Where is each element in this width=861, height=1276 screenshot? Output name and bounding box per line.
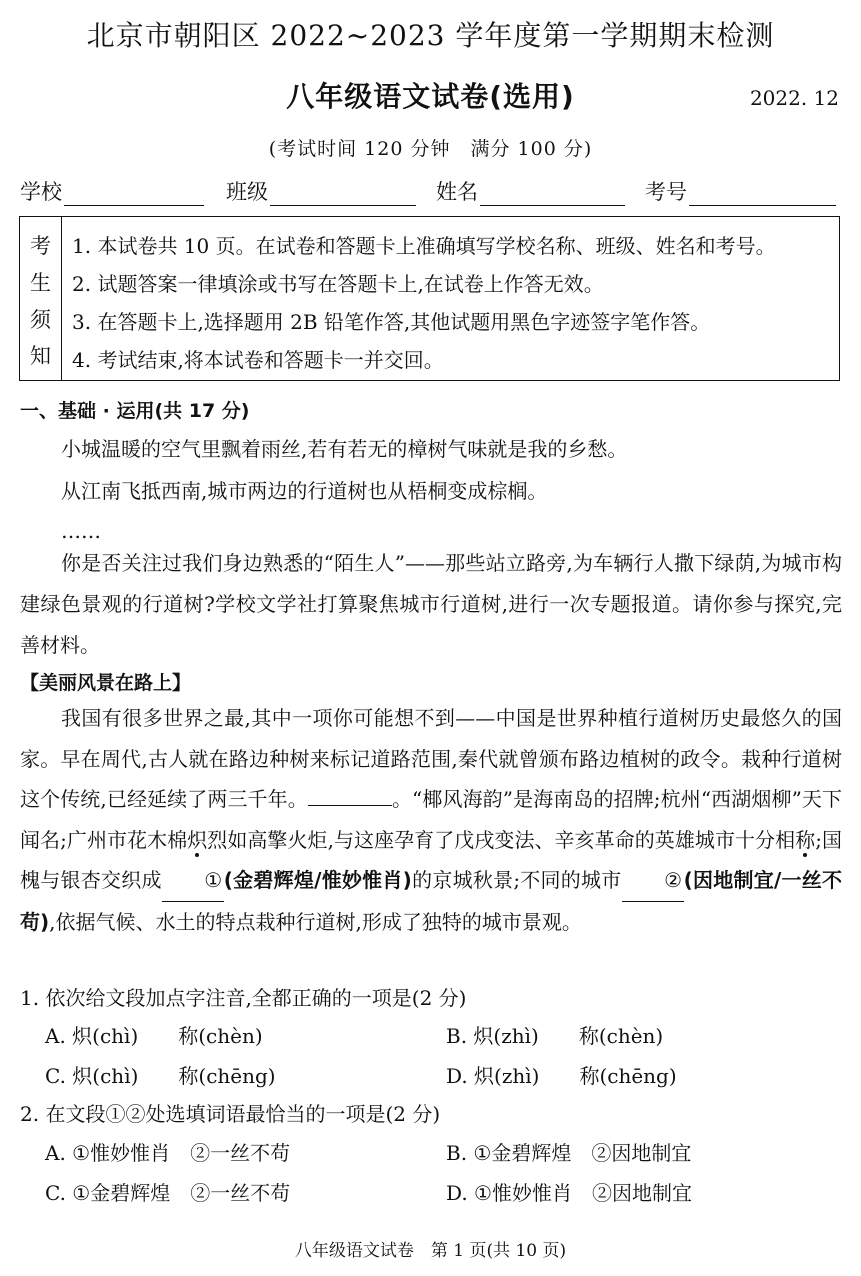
word-choice-1: (金碧辉煌/惟妙惟肖) <box>223 868 412 892</box>
notice-side-char: 生 <box>30 270 51 295</box>
class-field[interactable] <box>226 176 416 206</box>
q1-option-b[interactable]: B. 炽(zhì) 称(chèn) <box>446 1024 664 1048</box>
q1-option-a[interactable]: A. 炽(chì) 称(chèn) <box>45 1024 263 1048</box>
class-blank[interactable] <box>270 181 416 206</box>
dotted-char-cheng: 称 <box>795 827 816 852</box>
exam-info: (考试时间 120 分钟 满分 100 分) <box>268 138 593 160</box>
school-label: 学校 <box>20 180 62 204</box>
paper-subtitle: 八年级语文试卷(选用) <box>286 80 575 113</box>
exam-notice-box <box>19 216 840 381</box>
q2-option-a[interactable]: A. ①惟妙惟肖 ②一丝不苟 <box>45 1141 291 1165</box>
notice-side-char: 须 <box>30 307 51 332</box>
q1-option-d[interactable]: D. 炽(zhì) 称(chēng) <box>446 1064 677 1088</box>
number-blank[interactable] <box>689 181 836 206</box>
intro-line: 从江南飞抵西南,城市两边的行道树也从梧桐变成棕榈。 <box>61 479 548 503</box>
notice-side-char: 考 <box>30 234 51 258</box>
dotted-char-chi: 炽 <box>187 827 208 852</box>
student-info-fields <box>20 176 840 206</box>
number-field[interactable] <box>645 176 836 206</box>
blank-1[interactable]: ① <box>162 860 224 902</box>
passage-text: 的京城秋景;不同的城市 <box>411 868 622 892</box>
exam-title: 北京市朝阳区 2022~2023 学年度第一学期期末检测 <box>86 19 775 52</box>
question-2-stem: 2. 在文段①②处选填词语最恰当的一项是(2 分) <box>20 1102 441 1126</box>
word-choice-2: (因地制宜/一丝不苟) <box>20 868 842 934</box>
passage-blank-sentence[interactable] <box>308 805 392 806</box>
passage-text: 。“椰风海韵”是海南岛的招牌;杭州“西湖烟柳”天下闻名;广州市花木棉 <box>20 787 842 852</box>
subsection-heading: 【美丽风景在路上】 <box>20 672 192 694</box>
blank-2[interactable]: ② <box>622 860 684 902</box>
name-blank[interactable] <box>480 181 625 206</box>
notice-item: 3. 在答题卡上,选择题用 2B 铅笔作答,其他试题用黑色字迹签字笔作答。 <box>72 310 711 334</box>
passage-text: 我国有很多世界之最,其中一项你可能想不到——中国是世界种植行道树历史最悠久的国家。早在周代,古人就在路边种树来标记道路范围,秦代就曾颁布路边植树的政令。栽种行道树这个传统,已经延续了两三千年。 <box>20 706 842 811</box>
notice-item: 2. 试题答案一律填涂或书写在答题卡上,在试卷上作答无效。 <box>72 272 604 296</box>
passage <box>20 698 842 942</box>
notice-items <box>62 217 776 380</box>
number-label: 考号 <box>645 180 687 204</box>
name-field[interactable] <box>436 176 625 206</box>
school-field[interactable] <box>20 176 204 206</box>
notice-side-label <box>20 217 62 380</box>
intro-ellipsis: …… <box>61 519 101 543</box>
passage-text: 烈如高擎火炬,与这座孕育了戊戌变法、辛亥革命的英雄城市十分相 <box>207 827 796 852</box>
passage-text: ,依据气候、水土的特点栽种行道树,形成了独特的城市景观。 <box>49 909 582 934</box>
notice-item: 4. 考试结束,将本试卷和答题卡一并交回。 <box>72 348 444 372</box>
section-heading: 一、基础 · 运用(共 17 分) <box>20 400 250 422</box>
school-blank[interactable] <box>64 181 204 206</box>
q2-option-c[interactable]: C. ①金碧辉煌 ②一丝不苟 <box>45 1181 291 1205</box>
question-1-stem: 1. 依次给文段加点字注音,全都正确的一项是(2 分) <box>20 986 467 1010</box>
exam-date: 2022. 12 <box>749 86 839 110</box>
notice-side-char: 知 <box>30 344 51 369</box>
intro-line: 小城温暖的空气里飘着雨丝,若有若无的樟树气味就是我的乡愁。 <box>61 437 628 461</box>
task-prompt: 你是否关注过我们身边熟悉的“陌生人”——那些站立路旁,为车辆行人撒下绿荫,为城市构建绿色景观的行道树?学校文学社打算聚焦城市行道树,进行一次专题报道。请你参与探究,完善材料。 <box>20 551 842 657</box>
page-footer: 八年级语文试卷 第 1 页(共 10 页) <box>294 1241 567 1261</box>
q1-option-c[interactable]: C. 炽(chì) 称(chēng) <box>45 1064 276 1088</box>
name-label: 姓名 <box>436 180 478 204</box>
passage-text: ;国槐与银杏交织成 <box>20 827 843 892</box>
q2-option-b[interactable]: B. ①金碧辉煌 ②因地制宜 <box>446 1141 692 1165</box>
notice-item: 1. 本试卷共 10 页。在试卷和答题卡上准确填写学校名称、班级、姓名和考号。 <box>72 234 776 258</box>
q2-option-d[interactable]: D. ①惟妙惟肖 ②因地制宜 <box>446 1181 692 1205</box>
class-label: 班级 <box>226 180 268 204</box>
